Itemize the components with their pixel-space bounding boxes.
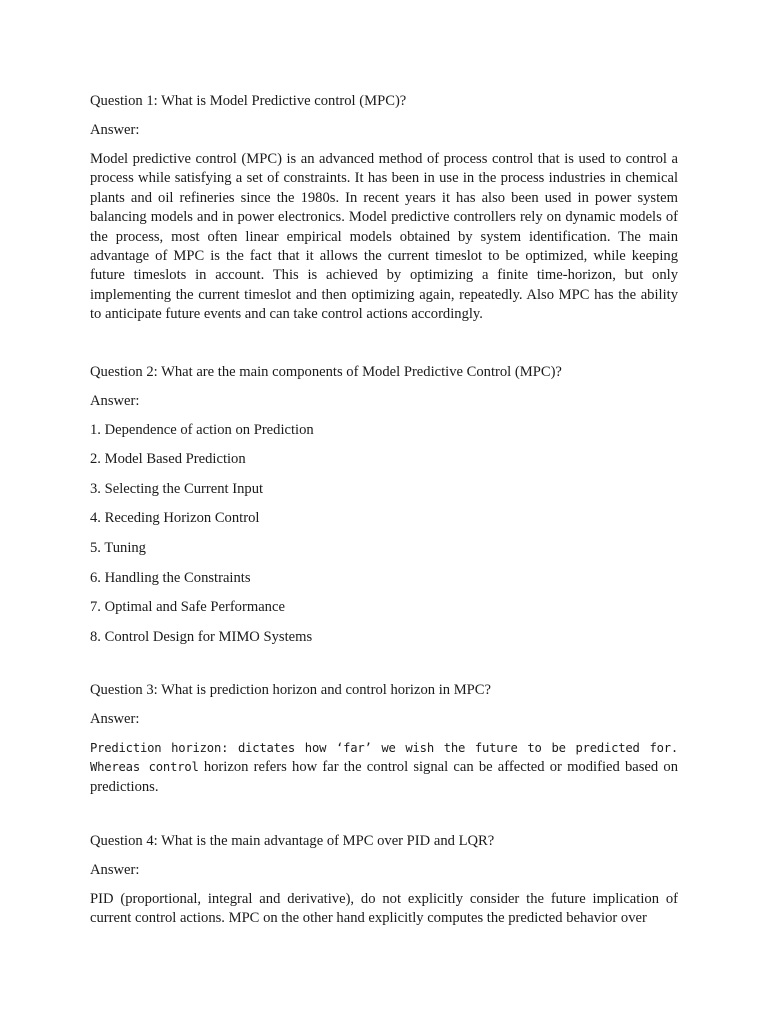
q3-answer-part2: horizon refers how far the control signal can be affected or modified based on predictions. (90, 759, 678, 795)
q4-answer-label: Answer: (90, 862, 140, 879)
document-page (90, 92, 678, 929)
q2-answer-label: Answer: (90, 392, 140, 409)
list-item: 5. Tuning (90, 540, 146, 557)
list-item: 6. Handling the Constraints (90, 569, 251, 586)
q2-component-list (90, 421, 678, 647)
q3-answer-text (90, 739, 678, 797)
q3-answer-part1: Prediction horizon: dictates how ‘far’ we wish the future to be predicted for. Whereas control (90, 740, 678, 775)
list-item: 8. Control Design for MIMO Systems (90, 628, 313, 645)
q3-answer-label: Answer: (90, 710, 140, 727)
list-item: 4. Receding Horizon Control (90, 510, 260, 527)
list-item: 7. Optimal and Safe Performance (90, 599, 285, 616)
list-item: 2. Model Based Prediction (90, 451, 246, 468)
q2-question: Question 2: What are the main components of Model Predictive Control (MPC)? (90, 363, 562, 380)
list-item: 1. Dependence of action on Prediction (90, 421, 314, 438)
q3-question: Question 3: What is prediction horizon and control horizon in MPC? (90, 681, 491, 698)
q1-question: Question 1: What is Model Predictive control (MPC)? (90, 93, 407, 109)
q1-answer-text: Model predictive control (MPC) is an advanced method of process control that is used to control a process while satisfying a set of constraints. It has been in use in the process industries in chemical plants and oil refineries since the 1980s. In recent years it has also been used in power system balancing models and in power electronics. Model predictive controllers rely on dynamic models of the process, most often linear empirical models obtained by system identification. The main advantage of MPC is the fact that it allows the current timeslot to be optimized, while keeping future timeslots in account. This is achieved by optimizing a finite time-horizon, but only implementing the current timeslot and then optimizing again, repeatedly. Also MPC has the ability to anticipate future events and can take control actions accordingly. (90, 151, 678, 323)
q4-answer-text: PID (proportional, integral and derivative), do not explicitly consider the future implication of current control actions. MPC on the other hand explicitly computes the predicted behavior over (90, 891, 678, 927)
q1-answer-label: Answer: (90, 122, 140, 138)
list-item: 3. Selecting the Current Input (90, 480, 264, 497)
q4-question: Question 4: What is the main advantage of MPC over PID and LQR? (90, 833, 495, 850)
